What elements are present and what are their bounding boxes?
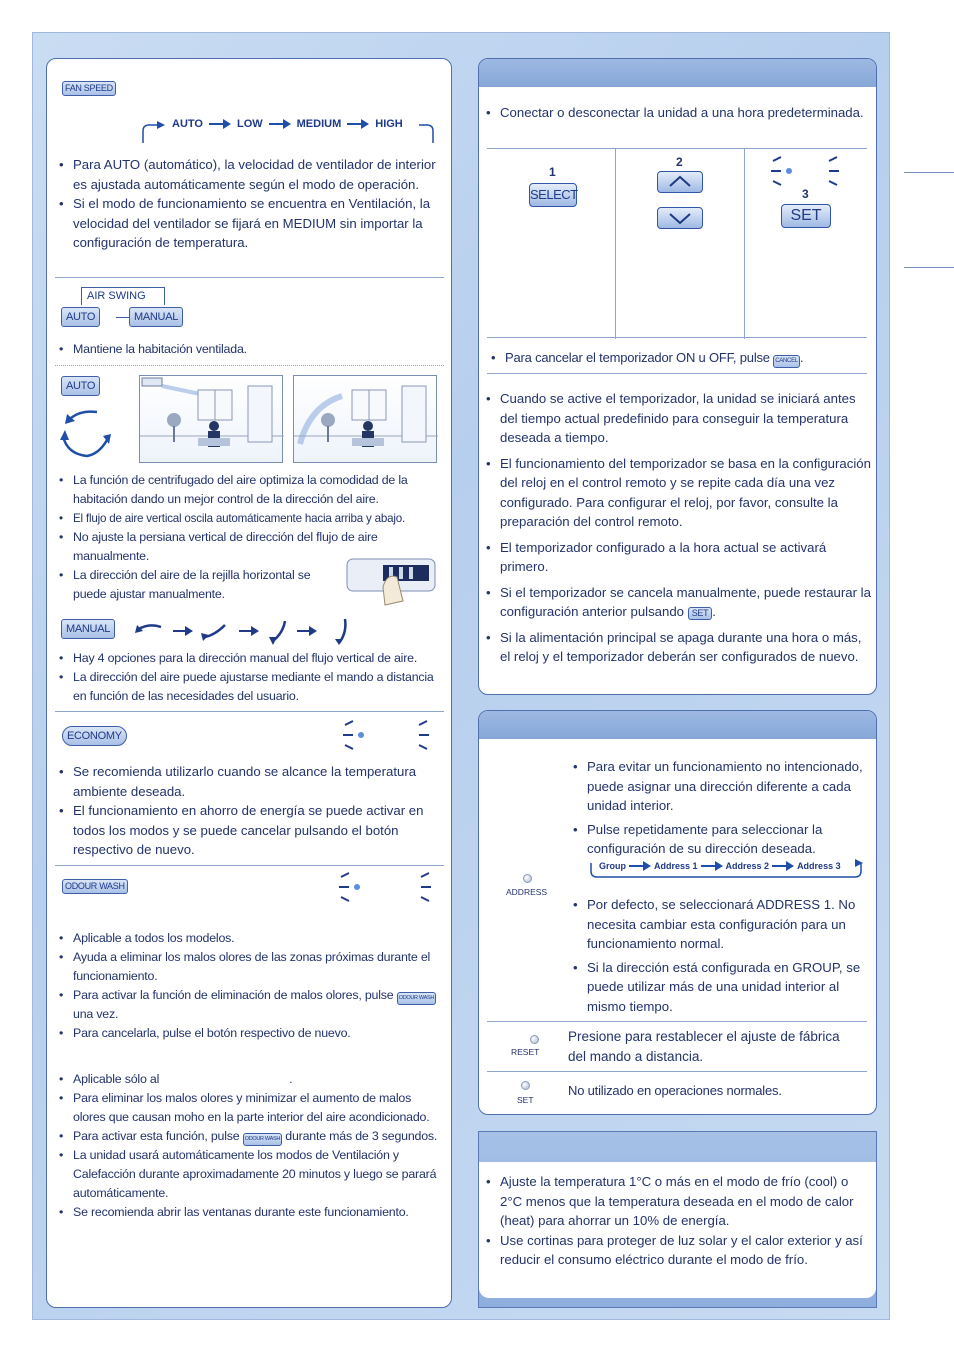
swing-auto-label: AUTO	[61, 376, 100, 396]
down-button[interactable]	[657, 207, 703, 229]
list-item: • La dirección del aire puede ajustarse mediante el mando a distancia en función de las necesidades del usuario.	[59, 668, 445, 706]
fan-speed-button[interactable]: FAN SPEED	[62, 81, 116, 96]
cancel-text: Para cancelar el temporizador ON u OFF, pulse	[505, 350, 770, 365]
odour-wash-inline-button: ODOUR WASH	[397, 992, 436, 1005]
room-illustration	[293, 375, 437, 463]
list-item	[491, 348, 875, 368]
list-item	[59, 1070, 445, 1089]
list-item: • Aplicable a todos los modelos.	[59, 929, 445, 948]
list-item: • Conectar o desconectar la unidad a una hora predeterminada.	[486, 103, 866, 123]
tips-panel	[478, 1131, 877, 1308]
timer-intro	[486, 103, 866, 123]
list-item: • Use cortinas para proteger de luz solar y el calor exterior y así reducir el consumo eléctrico durante el modo de frío.	[486, 1231, 872, 1270]
cancel-suffix: .	[799, 350, 804, 365]
reset-button-icon[interactable]	[530, 1035, 539, 1044]
side-rule	[904, 172, 954, 173]
fan-speed-notes	[59, 155, 439, 253]
list-item: • El flujo de aire vertical oscila automáticamente hacia arriba y abajo.	[59, 509, 445, 528]
list-item	[59, 1127, 445, 1146]
list-item: • Pulse repetidamente para seleccionar la configuración de su dirección deseada.	[573, 820, 871, 859]
fan-cycle	[172, 118, 403, 130]
swing-manual-notes	[59, 649, 445, 706]
air-swing-notes	[59, 340, 439, 359]
blink-indicator-icon	[767, 155, 847, 189]
list-item: • La función de centrifugado del aire optimiza la comodidad de la habitación dando un mejor control de la dirección del aire.	[59, 471, 445, 509]
timer-panel-header	[479, 59, 876, 87]
cancel-button[interactable]: CANCEL	[773, 355, 800, 368]
air-swing-auto-button[interactable]: AUTO	[61, 307, 100, 327]
arrow-right-icon	[772, 861, 794, 871]
odour-hold-suffix: durante más de 3 segundos.	[285, 1129, 438, 1143]
list-item	[486, 583, 871, 622]
list-item: • Para evitar un funcionamiento no intencionado, puede asignar una dirección diferente a cada unidad interior.	[573, 757, 871, 816]
remote-settings-panel	[478, 710, 877, 1115]
side-rule	[904, 267, 954, 268]
odour-wash-inline-button: ODOUR WASH	[243, 1133, 282, 1146]
odour-wash-notes-2	[59, 1070, 445, 1222]
swing-manual-label: MANUAL	[61, 619, 115, 639]
louver-hand-illustration	[343, 551, 439, 607]
connector	[116, 317, 130, 318]
left-panel	[46, 58, 452, 1308]
timer-steps-table	[487, 148, 867, 338]
timer-panel	[478, 58, 877, 695]
reset-label: RESET	[511, 1047, 540, 1057]
list-item: • Hay 4 opciones para la dirección manual del flujo vertical de aire.	[59, 649, 445, 668]
divider	[487, 373, 867, 374]
set-button-icon[interactable]	[521, 1081, 530, 1090]
set-text: No utilizado en operaciones normales.	[568, 1083, 782, 1098]
tips-notes	[486, 1172, 872, 1270]
list-item	[59, 986, 445, 1024]
address-label: ADDRESS	[506, 887, 548, 897]
arrow-right-icon	[629, 861, 651, 871]
divider	[487, 1021, 867, 1022]
timer-notes	[486, 389, 871, 667]
divider	[55, 865, 444, 866]
remote-panel-header	[479, 711, 876, 739]
timer-cancel-note	[491, 348, 875, 368]
divider	[55, 711, 444, 712]
fan-cycle-auto: AUTO	[172, 118, 203, 130]
list-item: • Si la dirección está configurada en GROUP, se puede utilizar más de una unidad interior al mismo tiempo.	[573, 958, 871, 1017]
list-item: • Ayuda a eliminar los malos olores de las zonas próximas durante el funcionamiento.	[59, 948, 445, 986]
address-cycle-2: Address 2	[725, 861, 770, 871]
list-item: • Se recomienda utilizarlo cuando se alcance la temperatura ambiente deseada.	[59, 762, 439, 801]
blink-indicator-icon	[335, 871, 439, 905]
address-cycle-group: Group	[599, 861, 626, 871]
arrow-right-icon	[269, 119, 291, 129]
restore-text: Si el temporizador se cancela manualmente, puede restaurar la configuración anterior pulsando	[500, 584, 871, 619]
divider	[55, 277, 444, 278]
address-notes	[573, 757, 871, 859]
restore-set-button[interactable]: SET	[688, 607, 713, 620]
restore-suffix: .	[712, 604, 716, 619]
odour-wash-notes	[59, 929, 445, 1043]
list-item: • Se recomienda abrir las ventanas durante este funcionamiento.	[59, 1203, 445, 1222]
set-button[interactable]: SET	[781, 204, 831, 228]
list-item: • No ajuste la persiana vertical de dirección del flujo de aire manualmente.	[59, 528, 429, 566]
odour-hold-text: Para activar esta función, pulse	[73, 1129, 240, 1143]
air-swing-manual-button[interactable]: MANUAL	[129, 307, 183, 327]
list-item: • Para eliminar los malos olores y minimizar el aumento de malos olores que causan moho en la parte interior del aire acondicionado.	[59, 1089, 445, 1127]
list-item: • La unidad usará automáticamente los modos de Ventilación y Calefacción durante aproximadamente 20 minutos y luego se parará automáticamente.	[59, 1146, 445, 1203]
divider	[55, 365, 444, 366]
arrow-right-icon	[209, 119, 231, 129]
list-item: • Si el modo de funcionamiento se encuentra en Ventilación, la velocidad del ventilador se fijará en MEDIUM sin importar la configuración de temperatura.	[59, 194, 439, 253]
reset-text: Presione para restablecer el ajuste de fábrica del mando a distancia.	[568, 1029, 840, 1064]
applicable-only-dot: .	[289, 1072, 293, 1086]
list-item: • Para cancelarla, pulse el botón respectivo de nuevo.	[59, 1024, 445, 1043]
arrow-right-icon	[347, 119, 369, 129]
chevron-up-icon	[658, 172, 702, 192]
odour-wash-button[interactable]: ODOUR WASH	[62, 879, 128, 894]
list-item: • Cuando se active el temporizador, la unidad se iniciará antes del tiempo actual predefinido para conseguir la temperatura deseada a tiempo.	[486, 389, 871, 448]
chevron-down-icon	[658, 208, 702, 228]
up-button[interactable]	[657, 171, 703, 193]
economy-notes	[59, 762, 439, 860]
manual-direction-icons	[133, 615, 373, 647]
select-button[interactable]: SELECT	[529, 183, 577, 207]
list-item: • El funcionamiento en ahorro de energía se puede activar en todos los modos y se puede cancelar pulsando el botón respectivo de nuevo.	[59, 801, 439, 860]
swing-arrows-icon	[57, 404, 117, 464]
address-cycle-1: Address 1	[654, 861, 698, 871]
list-item: • La dirección del aire de la rejilla horizontal se puede ajustar manualmente.	[59, 566, 329, 604]
air-swing-label: AIR SWING	[81, 287, 165, 305]
list-item: • El temporizador configurado a la hora actual se activará primero.	[486, 538, 871, 577]
list-item: • Mantiene la habitación ventilada.	[59, 340, 439, 359]
address-cycle	[599, 861, 841, 871]
list-item: • Para AUTO (automático), la velocidad de ventilador de interior es ajustada automáticamente según el modo de operación.	[59, 155, 439, 194]
fan-cycle-high: HIGH	[375, 118, 403, 130]
odour-activate-suffix: una vez.	[73, 1007, 119, 1021]
odour-activate-text: Para activar la función de eliminación de malos olores, pulse	[73, 988, 394, 1002]
list-item: • Por defecto, se seleccionará ADDRESS 1. No necesita cambiar esta configuración para un funcionamiento normal.	[573, 895, 871, 954]
economy-button[interactable]: ECONOMY	[62, 726, 127, 746]
list-item: • Si la alimentación principal se apaga durante una hora o más, el reloj y el temporizador deberán ser configurados de nuevo.	[486, 628, 871, 667]
set-label: SET	[517, 1095, 534, 1105]
step-number: 1	[549, 165, 556, 179]
divider	[487, 1071, 867, 1072]
applicable-only-text: Aplicable sólo al	[73, 1072, 160, 1086]
step-number: 2	[676, 155, 683, 169]
arrow-right-icon	[701, 861, 723, 871]
blink-indicator-icon	[339, 719, 439, 753]
list-item: • El funcionamiento del temporizador se basa en la configuración del reloj en el control remoto y se repite cada día una vez configurado. Para configurar el reloj, por favor, consulte la preparación del control remoto.	[486, 454, 871, 532]
room-illustration	[139, 375, 283, 463]
list-item: • Ajuste la temperatura 1°C o más en el modo de frío (cool) o 2°C menos que la temperatura deseada en el modo de calor (heat) para ahorrar un 10% de energía.	[486, 1172, 872, 1231]
step-number: 3	[802, 187, 809, 201]
fan-cycle-medium: MEDIUM	[296, 118, 342, 130]
fan-cycle-low: LOW	[236, 118, 263, 130]
address-notes-2	[573, 895, 871, 1016]
address-button-icon[interactable]	[523, 874, 532, 883]
address-cycle-3: Address 3	[797, 861, 841, 871]
